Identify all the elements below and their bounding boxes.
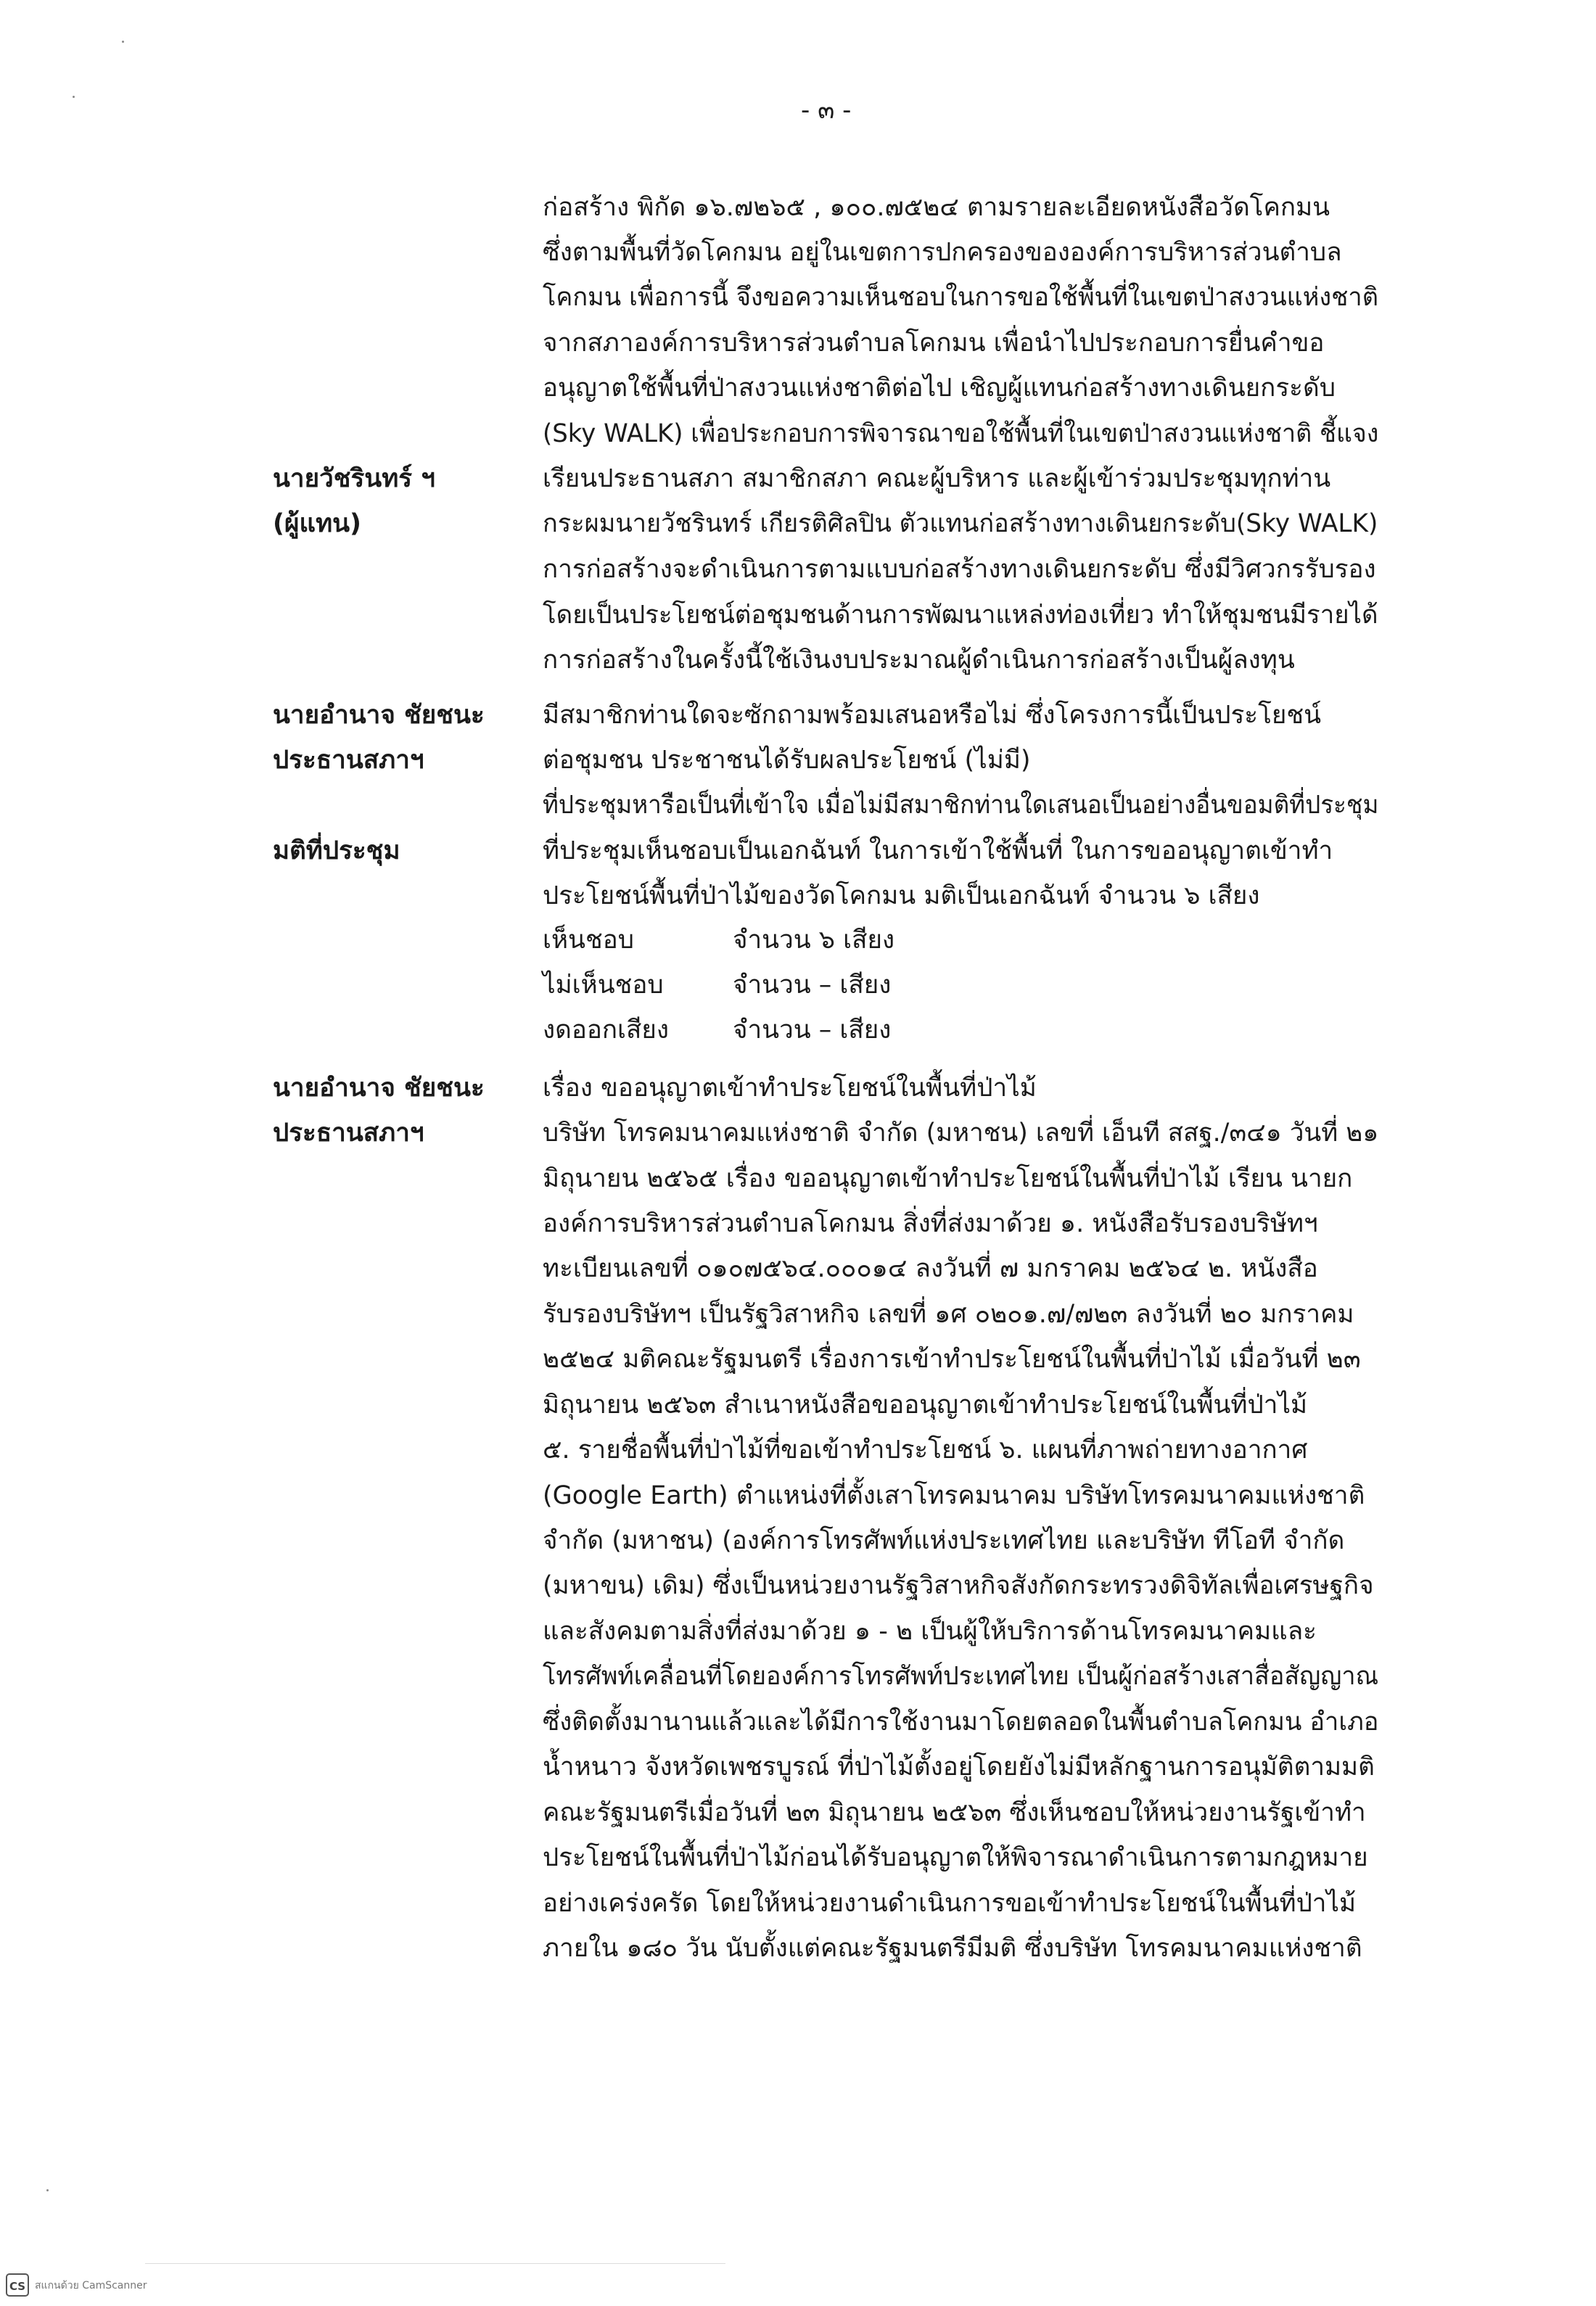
body-line: เรื่อง ขออนุญาตเข้าทำประโยชน์ในพื้นที่ป่าไม้ [543, 1074, 1037, 1103]
vote-count: จำนวน – เสียง [733, 971, 892, 1000]
body-line: ที่ประชุมหารือเป็นที่เข้าใจ เมื่อไม่มีสมาชิกท่านใดเสนอเป็นอย่างอื่นขอมติที่ประชุม [543, 791, 1379, 820]
camscanner-caption: สแกนด้วย CamScanner [35, 2280, 147, 2291]
scan-speck [73, 96, 75, 98]
vote-count: จำนวน ๖ เสียง [733, 926, 895, 955]
body-line: ซึ่งตามพื้นที่วัดโคกมน อยู่ในเขตการปกครองขององค์การบริหารส่วนตำบล [543, 238, 1342, 267]
body-line: มิถุนายน ๒๕๖๓ สำเนาหนังสือขออนุญาตเข้าทำประโยชน์ในพื้นที่ป่าไม้ [543, 1391, 1308, 1420]
body-line: ภายใน ๑๘๐ วัน นับตั้งแต่คณะรัฐมนตรีมีมติ ซึ่งบริษัท โทรคมนาคมแห่งชาติ [543, 1934, 1362, 1963]
body-line: รับรองบริษัทฯ เป็นรัฐวิสาหกิจ เลขที่ ๑ศ ๐๒๐๑.๗/๗๒๓ ลงวันที่ ๒๐ มกราคม [543, 1300, 1354, 1329]
speaker-role: ประธานสภาฯ [273, 1119, 424, 1148]
body-line: (Google Earth) ตำแหน่งที่ตั้งเสาโทรคมนาคม บริษัทโทรคมนาคมแห่งชาติ [543, 1481, 1365, 1510]
body-line: องค์การบริหารส่วนตำบลโคกมน สิ่งที่ส่งมาด้วย ๑. หนังสือรับรองบริษัทฯ [543, 1209, 1318, 1238]
vote-count: จำนวน – เสียง [733, 1016, 892, 1045]
body-line: อนุญาตใช้พื้นที่ป่าสงวนแห่งชาติต่อไป เชิญผู้แทนก่อสร้างทางเดินยกระดับ [543, 374, 1336, 403]
scan-speck [122, 41, 124, 43]
body-line: อย่างเคร่งครัด โดยให้หน่วยงานดำเนินการขอเข้าทำประโยชน์ในพื้นที่ป่าไม้ [543, 1889, 1357, 1918]
resolution-label: มติที่ประชุม [273, 836, 400, 865]
body-line: คณะรัฐมนตรีเมื่อวันที่ ๒๓ มิถุนายน ๒๕๖๓ ซึ่งเห็นชอบให้หน่วยงานรัฐเข้าทำ [543, 1798, 1366, 1827]
vote-label: งดออกเสียง [543, 1016, 669, 1045]
body-line: มิถุนายน ๒๕๖๕ เรื่อง ขออนุญาตเข้าทำประโยชน์ในพื้นที่ป่าไม้ เรียน นายก [543, 1164, 1353, 1193]
body-line: (Sky WALK) เพื่อประกอบการพิจารณาขอใช้พื้นที่ในเขตป่าสงวนแห่งชาติ ชี้แจง [543, 419, 1379, 448]
body-line: ซึ่งติดตั้งมานานแล้วและได้มีการใช้งานมาโดยตลอดในพื้นตำบลโคกมน อำเภอ [543, 1708, 1379, 1737]
speaker-role: (ผู้แทน) [273, 509, 362, 538]
body-line: มีสมาชิกท่านใดจะซักถามพร้อมเสนอหรือไม่ ซึ่งโครงการนี้เป็นประโยชน์ [543, 701, 1322, 730]
body-line: การก่อสร้างจะดำเนินการตามแบบก่อสร้างทางเดินยกระดับ ซึ่งมีวิศวกรรับรอง [543, 555, 1376, 584]
body-line: บริษัท โทรคมนาคมแห่งชาติ จำกัด (มหาชน) เลขที่ เอ็นที สสฐ./๓๔๑ วันที่ ๒๑ [543, 1119, 1379, 1148]
speaker-role: ประธานสภาฯ [273, 746, 424, 775]
camscanner-logo-icon: CS [6, 2273, 29, 2297]
body-line: จำกัด (มหาชน) (องค์การโทรศัพท์แห่งประเทศไทย และบริษัท ทีโอที จำกัด [543, 1526, 1345, 1555]
body-line: ที่ประชุมเห็นชอบเป็นเอกฉันท์ ในการเข้าใช้พื้นที่ ในการขออนุญาตเข้าทำ [543, 836, 1333, 865]
speaker-name: นายวัชรินทร์ ฯ [273, 464, 435, 493]
body-line: ๒๕๒๔ มติคณะรัฐมนตรี เรื่องการเข้าทำประโยชน์ในพื้นที่ป่าไม้ เมื่อวันที่ ๒๓ [543, 1345, 1361, 1374]
vote-label: ไม่เห็นชอบ [543, 971, 664, 1000]
body-line: และสังคมตามสิ่งที่ส่งมาด้วย ๑ - ๒ เป็นผู้ให้บริการด้านโทรคมนาคมและ [543, 1617, 1317, 1646]
body-line: โทรศัพท์เคลื่อนที่โดยองค์การโทรศัพท์ประเทศไทย เป็นผู้ก่อสร้างเสาสื่อสัญญาณ [543, 1662, 1379, 1691]
body-line: ทะเบียนเลขที่ ๐๑๐๗๕๖๔.๐๐๐๑๔ ลงวันที่ ๗ มกราคม ๒๕๖๔ ๒. หนังสือ [543, 1254, 1318, 1283]
body-line: ๕. รายชื่อพื้นที่ป่าไม้ที่ขอเข้าทำประโยชน์ ๖. แผนที่ภาพถ่ายทางอากาศ [543, 1436, 1308, 1465]
page-number: - ๓ - [801, 96, 852, 125]
body-line: กระผมนายวัชรินทร์ เกียรติศิลปิน ตัวแทนก่อสร้างทางเดินยกระดับ(Sky WALK) [543, 509, 1378, 538]
body-line: ก่อสร้าง พิกัด ๑๖.๗๒๖๕ , ๑๐๐.๗๕๒๔ ตามรายละเอียดหนังสือวัดโคกมน [543, 193, 1330, 222]
body-line: (มหาขน) เดิม) ซึ่งเป็นหน่วยงานรัฐวิสาหกิจสังกัดกระทรวงดิจิทัลเพื่อเศรษฐกิจ [543, 1571, 1374, 1600]
speaker-name: นายอำนาจ ชัยชนะ [273, 701, 485, 730]
body-line: จากสภาองค์การบริหารส่วนตำบลโคกมน เพื่อนำไปประกอบการยื่นคำขอ [543, 329, 1325, 358]
vote-label: เห็นชอบ [543, 926, 634, 955]
body-line: น้ำหนาว จังหวัดเพชรบูรณ์ ที่ป่าไม้ตั้งอยู่โดยยังไม่มีหลักฐานการอนุมัติตามมติ [543, 1753, 1375, 1782]
body-line: ประโยชน์ในพื้นที่ป่าไม้ก่อนได้รับอนุญาตให้พิจารณาดำเนินการตามกฎหมาย [543, 1843, 1368, 1872]
body-line: การก่อสร้างในครั้งนี้ใช้เงินงบประมาณผู้ดำเนินการก่อสร้างเป็นผู้ลงทุน [543, 646, 1295, 675]
speaker-name: นายอำนาจ ชัยชนะ [273, 1074, 485, 1103]
scan-edge-line [145, 2263, 725, 2264]
body-line: โดยเป็นประโยชน์ต่อชุมชนด้านการพัฒนาแหล่งท่องเที่ยว ทำให้ชุมชนมีรายได้ [543, 601, 1378, 630]
body-line: เรียนประธานสภา สมาชิกสภา คณะผู้บริหาร และผู้เข้าร่วมประชุมทุกท่าน [543, 464, 1331, 493]
body-line: โคกมน เพื่อการนี้ จึงขอความเห็นชอบในการขอใช้พื้นที่ในเขตป่าสงวนแห่งชาติ [543, 283, 1378, 312]
body-line: ประโยชน์พื้นที่ป่าไม้ของวัดโคกมน มติเป็นเอกฉันท์ จำนวน ๖ เสียง [543, 881, 1260, 910]
scan-speck [46, 2189, 49, 2191]
body-line: ต่อชุมชน ประชาชนได้รับผลประโยชน์ (ไม่มี) [543, 746, 1031, 775]
